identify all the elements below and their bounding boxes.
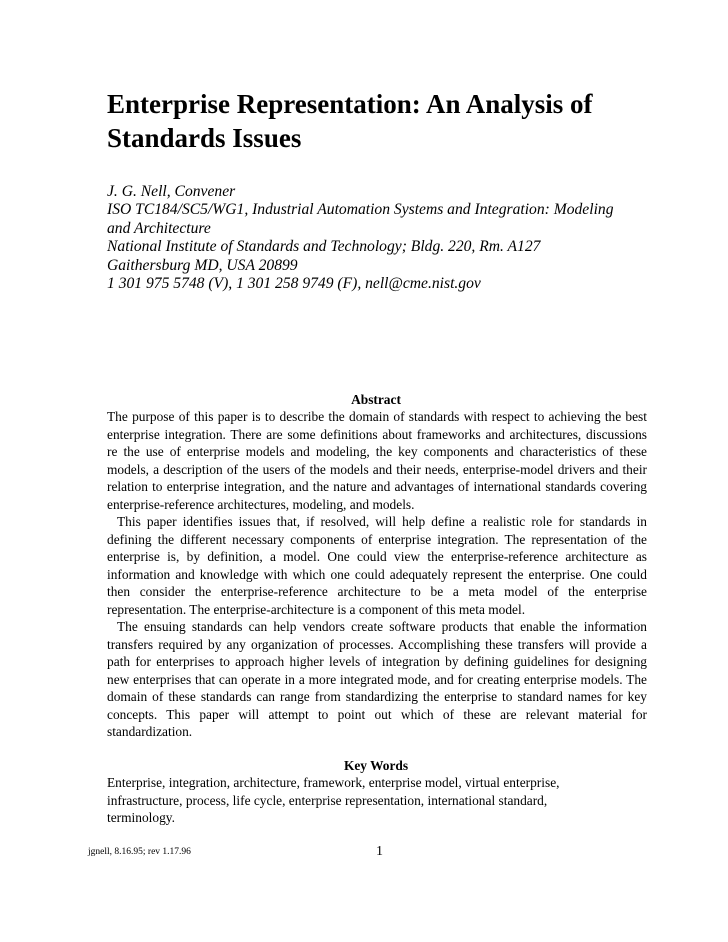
abstract-paragraph-3: The ensuing standards can help vendors create software products that enable the information transfers required by any organization of processes. Accomplishing these transfers will provide a path for enterprises to approach higher levels of integration by defining guidelines for designing new enterprises that can operate in a more integrated mode, and for creating enterprise models. The domain of these standards can range from standardizing the enterprise to standard names for key concepts. This paper will attempt to point out which of these are relevant material for standardization. (107, 619, 647, 739)
paper-title-line-2: Standards Issues (107, 123, 302, 153)
paper-title (107, 87, 707, 155)
footer-file-info: jgnell, 8.16.95; rev 1.17.96 (88, 847, 191, 857)
abstract-paragraph-2: This paper identifies issues that, if resolved, will help define a realistic role for standards in defining the different necessary components of enterprise integration. The representation of the enterprise is, by definition, a model. One could view the enterprise-reference architecture as information and knowledge with which one could adequately represent the enterprise. One could then consider the enterprise-reference architecture to be a meta model of the enterprise representation. The enterprise-architecture is a component of this meta model. (107, 514, 647, 617)
author-contact: 1 301 975 5748 (V), 1 301 258 9749 (F), nell@cme.nist.gov (107, 275, 481, 293)
author-committee: ISO TC184/SC5/WG1, Industrial Automation Systems and Integration: Modeling (107, 201, 614, 219)
abstract-paragraph-1: The purpose of this paper is to describe the domain of standards with respect to achieving the best enterprise integration. There are some definitions about frameworks and architectures, discussions re the use of enterprise models and modeling, the key components and characteristics of these models, a description of the users of the models and their needs, enterprise-model drivers and their relation to enterprise integration, and the nature and advantages of international standards covering enterprise-reference architectures, modeling, and models. (107, 409, 647, 512)
author-affiliation-block (107, 183, 717, 293)
paper-title-line-1: Enterprise Representation: An Analysis of (107, 89, 593, 119)
keywords-heading: Key Words (343, 758, 409, 773)
author-name: J. G. Nell, Convener (107, 183, 236, 200)
abstract-body (107, 408, 647, 741)
keywords-text: Enterprise, integration, architecture, framework, enterprise model, virtual enterprise, infrastructure, process, life cycle, enterprise representation, international standard, terminology. (107, 775, 560, 825)
page-number: 1 (376, 844, 383, 859)
author-institution: National Institute of Standards and Technology; Bldg. 220, Rm. A127 (107, 238, 541, 256)
author-committee-continued: and Architecture (107, 219, 211, 237)
abstract-heading: Abstract (351, 392, 401, 407)
author-address: Gaithersburg MD, USA 20899 (107, 256, 298, 274)
